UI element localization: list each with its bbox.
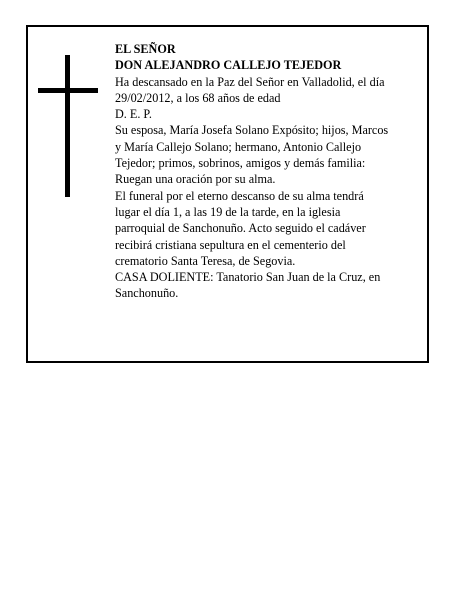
funeral-line-1: El funeral por el eterno descanso de su alma tendrá [115,188,364,203]
obituary-notice [26,25,429,363]
heading-name: DON ALEJANDRO CALLEJO TEJEDOR [115,58,342,73]
funeral-line-3: parroquial de Sanchonuño. Acto seguido el cadáver [115,221,366,236]
cross-vertical-bar [65,55,70,197]
prayer-text: Ruegan una oración por su alma. [115,172,276,187]
rip-text: D. E. P. [115,107,152,122]
family-line-3: Tejedor; primos, sobrinos, amigos y demás familia: [115,156,366,171]
rested-line-1: Ha descansado en la Paz del Señor en Valladolid, el día [115,74,385,89]
heading-title: EL SEÑOR [115,42,176,56]
family-line-2: y María Callejo Solano; hermano, Antonio Callejo [115,139,362,154]
house-line-1: CASA DOLIENTE: Tanatorio San Juan de la Cruz, en [115,270,381,285]
funeral-line-2: lugar el día 1, a las 19 de la tarde, en la iglesia [115,204,341,219]
rested-line-2: 29/02/2012, a los 68 años de edad [115,90,281,105]
funeral-line-5: crematorio Santa Teresa, de Segovia. [115,253,296,268]
house-line-2: Sanchonuño. [115,286,179,301]
funeral-line-4: recibirá cristiana sepultura en el cementerio del [115,237,346,252]
cross-icon [38,55,98,197]
cross-horizontal-bar [38,88,98,93]
family-line-1: Su esposa, María Josefa Solano Expósito; hijos, Marcos [115,123,389,138]
obituary-text [115,41,427,302]
